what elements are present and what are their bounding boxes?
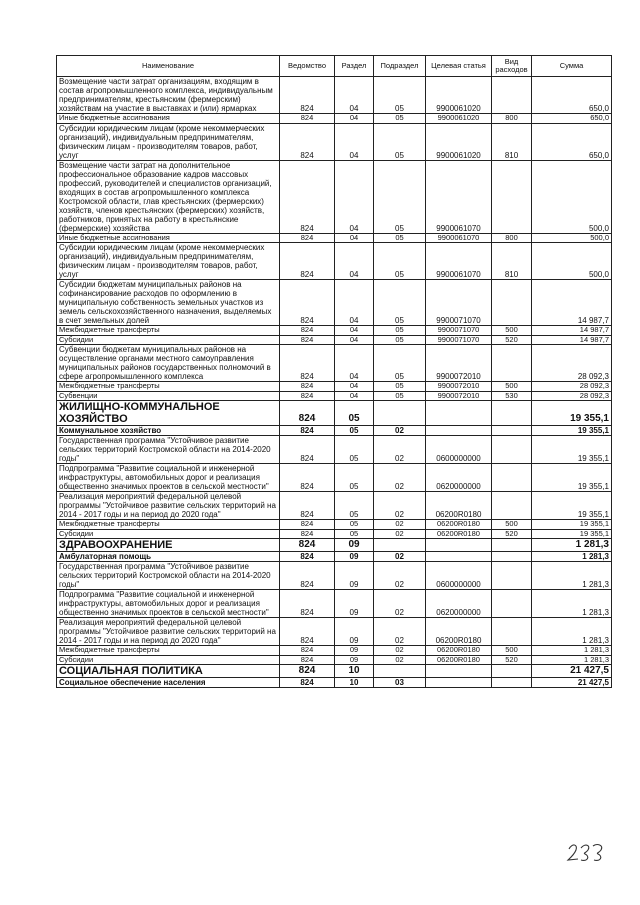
cell-target: 9900071070 bbox=[426, 335, 492, 345]
cell-name: Субсидии bbox=[57, 529, 280, 539]
cell-target: 06200R0180 bbox=[426, 520, 492, 530]
table-row bbox=[57, 646, 612, 656]
cell-name: Подпрограмма "Развитие социальной и инженерной инфраструктуры, автомобильных дорог и реализация общественно значимых проектов в сельской местности" bbox=[57, 590, 280, 618]
cell-subsection: 05 bbox=[374, 326, 426, 336]
cell-sum: 500,0 bbox=[532, 233, 612, 243]
cell-exp-type bbox=[492, 77, 532, 114]
cell-name: ЗДРАВООХРАНЕНИЕ bbox=[57, 539, 280, 552]
cell-name: Субсидии бюджетам муниципальных районов на софинансирование расходов по оформлению в муниципальную собственность земельных участков из земель сельскохозяйственного назначения, выделяемых в счет земельных долей bbox=[57, 280, 280, 326]
cell-target: 0620000000 bbox=[426, 590, 492, 618]
cell-sum: 650,0 bbox=[532, 114, 612, 124]
cell-dept: 824 bbox=[280, 391, 335, 401]
cell-sum: 19 355,1 bbox=[532, 529, 612, 539]
cell-section: 04 bbox=[335, 160, 374, 233]
cell-subsection: 02 bbox=[374, 492, 426, 520]
cell-target bbox=[426, 401, 492, 426]
cell-section: 05 bbox=[335, 426, 374, 436]
cell-name: Субвенции бюджетам муниципальных районов на осуществление органами местного самоуправления муниципальных районов государственных полномочий в сфере агропромышленного комплекса bbox=[57, 345, 280, 382]
cell-sum: 28 092,3 bbox=[532, 391, 612, 401]
cell-subsection: 05 bbox=[374, 123, 426, 160]
cell-sum: 21 427,5 bbox=[532, 678, 612, 688]
cell-section: 05 bbox=[335, 401, 374, 426]
cell-dept: 824 bbox=[280, 464, 335, 492]
cell-section: 04 bbox=[335, 382, 374, 392]
cell-section: 04 bbox=[335, 123, 374, 160]
table-row bbox=[57, 382, 612, 392]
cell-target: 0600000000 bbox=[426, 562, 492, 590]
cell-dept: 824 bbox=[280, 436, 335, 464]
header-section: Раздел bbox=[335, 56, 374, 77]
cell-section: 04 bbox=[335, 77, 374, 114]
cell-dept: 824 bbox=[280, 678, 335, 688]
cell-section: 09 bbox=[335, 618, 374, 646]
cell-exp-type: 800 bbox=[492, 114, 532, 124]
table-row bbox=[57, 280, 612, 326]
cell-dept: 824 bbox=[280, 114, 335, 124]
cell-target: 9900071070 bbox=[426, 326, 492, 336]
cell-subsection: 02 bbox=[374, 426, 426, 436]
cell-name: Субсидии bbox=[57, 335, 280, 345]
cell-subsection: 02 bbox=[374, 520, 426, 530]
cell-exp-type: 500 bbox=[492, 382, 532, 392]
cell-subsection: 05 bbox=[374, 77, 426, 114]
cell-section: 09 bbox=[335, 539, 374, 552]
cell-dept: 824 bbox=[280, 539, 335, 552]
cell-dept: 824 bbox=[280, 562, 335, 590]
cell-dept: 824 bbox=[280, 77, 335, 114]
cell-exp-type: 500 bbox=[492, 520, 532, 530]
cell-dept: 824 bbox=[280, 655, 335, 665]
cell-subsection: 03 bbox=[374, 678, 426, 688]
cell-sum: 14 987,7 bbox=[532, 280, 612, 326]
cell-subsection: 02 bbox=[374, 436, 426, 464]
header-sum: Сумма bbox=[532, 56, 612, 77]
table-row bbox=[57, 123, 612, 160]
cell-exp-type bbox=[492, 464, 532, 492]
table-row bbox=[57, 345, 612, 382]
cell-section: 04 bbox=[335, 345, 374, 382]
cell-sum: 1 281,3 bbox=[532, 618, 612, 646]
cell-target bbox=[426, 678, 492, 688]
cell-exp-type: 500 bbox=[492, 326, 532, 336]
cell-subsection: 05 bbox=[374, 345, 426, 382]
cell-name: Межбюджетные трансферты bbox=[57, 382, 280, 392]
cell-target: 0600000000 bbox=[426, 436, 492, 464]
table-row bbox=[57, 114, 612, 124]
table-row bbox=[57, 492, 612, 520]
table-row bbox=[57, 618, 612, 646]
cell-name: Реализация мероприятий федеральной целевой программы "Устойчивое развитие сельских территорий на 2014 - 2017 годы и на период до 2020 года" bbox=[57, 492, 280, 520]
section-row bbox=[57, 401, 612, 426]
table-row bbox=[57, 233, 612, 243]
cell-dept: 824 bbox=[280, 160, 335, 233]
cell-name: Субсидии юридическим лицам (кроме некоммерческих организаций), индивидуальным предпринимателям, физическим лицам - производителям товаров, работ, услуг bbox=[57, 123, 280, 160]
cell-section: 09 bbox=[335, 590, 374, 618]
cell-sum: 1 281,3 bbox=[532, 646, 612, 656]
section-row bbox=[57, 539, 612, 552]
cell-sum: 1 281,3 bbox=[532, 562, 612, 590]
cell-section: 05 bbox=[335, 464, 374, 492]
cell-name: Возмещение части затрат на дополнительное профессиональное образование кадров массовых профессий, руководителей и специалистов организаций, входящих в состав агропромышленного комплекса Костромской области, глав крестьянских (фермерских) хозяйств, членов крестьянских (фермерских) хозяйств, работников, принятых на работу в крестьянские (фермерские) хозяйства bbox=[57, 160, 280, 233]
cell-dept: 824 bbox=[280, 590, 335, 618]
header-exp-type: Вид расходов bbox=[492, 56, 532, 77]
cell-target: 06200R0180 bbox=[426, 618, 492, 646]
cell-target bbox=[426, 539, 492, 552]
cell-dept: 824 bbox=[280, 335, 335, 345]
cell-section: 09 bbox=[335, 655, 374, 665]
cell-exp-type bbox=[492, 618, 532, 646]
header-dept: Ведомство bbox=[280, 56, 335, 77]
table-body bbox=[57, 77, 612, 688]
cell-dept: 824 bbox=[280, 123, 335, 160]
cell-dept: 824 bbox=[280, 345, 335, 382]
cell-target: 9900072010 bbox=[426, 345, 492, 382]
cell-sum: 19 355,1 bbox=[532, 492, 612, 520]
cell-sum: 500,0 bbox=[532, 243, 612, 280]
cell-name: Субвенции bbox=[57, 391, 280, 401]
cell-subsection: 02 bbox=[374, 464, 426, 492]
cell-section: 10 bbox=[335, 678, 374, 688]
cell-sum: 500,0 bbox=[532, 160, 612, 233]
cell-target: 06200R0180 bbox=[426, 492, 492, 520]
table-row bbox=[57, 520, 612, 530]
cell-dept: 824 bbox=[280, 520, 335, 530]
cell-name: Субсидии юридическим лицам (кроме некоммерческих организаций), индивидуальным предпринимателям, физическим лицам - производителям товаров, работ, услуг bbox=[57, 243, 280, 280]
table-row bbox=[57, 590, 612, 618]
cell-target: 9900071070 bbox=[426, 280, 492, 326]
cell-name: Амбулаторная помощь bbox=[57, 552, 280, 562]
cell-name: Межбюджетные трансферты bbox=[57, 326, 280, 336]
cell-name: Социальное обеспечение населения bbox=[57, 678, 280, 688]
table-row bbox=[57, 552, 612, 562]
cell-section: 04 bbox=[335, 243, 374, 280]
cell-exp-type: 500 bbox=[492, 646, 532, 656]
cell-subsection: 02 bbox=[374, 590, 426, 618]
cell-name: Реализация мероприятий федеральной целевой программы "Устойчивое развитие сельских территорий на 2014 - 2017 годы и на период до 2020 года" bbox=[57, 618, 280, 646]
cell-name: Подпрограмма "Развитие социальной и инженерной инфраструктуры, автомобильных дорог и реализация общественно значимых проектов в сельской местности" bbox=[57, 464, 280, 492]
table-row bbox=[57, 335, 612, 345]
cell-section: 10 bbox=[335, 665, 374, 678]
cell-dept: 824 bbox=[280, 426, 335, 436]
cell-subsection bbox=[374, 665, 426, 678]
cell-target: 9900072010 bbox=[426, 391, 492, 401]
cell-subsection: 05 bbox=[374, 114, 426, 124]
table-row bbox=[57, 391, 612, 401]
cell-dept: 824 bbox=[280, 382, 335, 392]
cell-sum: 28 092,3 bbox=[532, 345, 612, 382]
table-row bbox=[57, 326, 612, 336]
cell-target: 9900072010 bbox=[426, 382, 492, 392]
cell-target: 06200R0180 bbox=[426, 655, 492, 665]
header-subsection: Подраздел bbox=[374, 56, 426, 77]
cell-exp-type bbox=[492, 436, 532, 464]
cell-dept: 824 bbox=[280, 401, 335, 426]
table-row bbox=[57, 77, 612, 114]
cell-sum: 14 987,7 bbox=[532, 326, 612, 336]
cell-name: Коммунальное хозяйство bbox=[57, 426, 280, 436]
cell-exp-type: 520 bbox=[492, 655, 532, 665]
cell-sum: 1 281,3 bbox=[532, 539, 612, 552]
cell-subsection: 02 bbox=[374, 655, 426, 665]
cell-section: 04 bbox=[335, 326, 374, 336]
cell-target: 9900061020 bbox=[426, 123, 492, 160]
table-row bbox=[57, 160, 612, 233]
budget-table bbox=[56, 55, 612, 688]
cell-name: ЖИЛИЩНО-КОММУНАЛЬНОЕ ХОЗЯЙСТВО bbox=[57, 401, 280, 426]
cell-exp-type bbox=[492, 160, 532, 233]
cell-dept: 824 bbox=[280, 529, 335, 539]
cell-subsection: 05 bbox=[374, 391, 426, 401]
cell-target: 9900061070 bbox=[426, 233, 492, 243]
cell-subsection: 05 bbox=[374, 233, 426, 243]
cell-target bbox=[426, 426, 492, 436]
cell-dept: 824 bbox=[280, 646, 335, 656]
cell-subsection: 02 bbox=[374, 618, 426, 646]
cell-dept: 824 bbox=[280, 326, 335, 336]
cell-target: 9900061020 bbox=[426, 114, 492, 124]
cell-sum: 1 281,3 bbox=[532, 552, 612, 562]
cell-exp-type bbox=[492, 562, 532, 590]
cell-name: Межбюджетные трансферты bbox=[57, 646, 280, 656]
cell-exp-type bbox=[492, 426, 532, 436]
cell-subsection: 05 bbox=[374, 382, 426, 392]
cell-target: 9900061070 bbox=[426, 243, 492, 280]
table-row bbox=[57, 562, 612, 590]
cell-target: 06200R0180 bbox=[426, 529, 492, 539]
header-name: Наименование bbox=[57, 56, 280, 77]
table-row bbox=[57, 529, 612, 539]
cell-section: 04 bbox=[335, 233, 374, 243]
cell-sum: 1 281,3 bbox=[532, 655, 612, 665]
cell-sum: 19 355,1 bbox=[532, 464, 612, 492]
cell-target: 06200R0180 bbox=[426, 646, 492, 656]
table-row bbox=[57, 243, 612, 280]
cell-target bbox=[426, 665, 492, 678]
cell-dept: 824 bbox=[280, 618, 335, 646]
cell-subsection: 02 bbox=[374, 552, 426, 562]
cell-section: 05 bbox=[335, 436, 374, 464]
cell-exp-type: 810 bbox=[492, 243, 532, 280]
cell-subsection: 02 bbox=[374, 646, 426, 656]
table-header-row bbox=[57, 56, 612, 77]
cell-section: 05 bbox=[335, 492, 374, 520]
cell-section: 05 bbox=[335, 520, 374, 530]
cell-sum: 21 427,5 bbox=[532, 665, 612, 678]
cell-subsection: 05 bbox=[374, 280, 426, 326]
handwritten-page-number bbox=[566, 840, 606, 864]
cell-dept: 824 bbox=[280, 243, 335, 280]
cell-exp-type bbox=[492, 280, 532, 326]
cell-name: Возмещение части затрат организациям, входящим в состав агропромышленного комплекса, индивидуальным предпринимателям, крестьянским (фермерским) хозяйствам на участие в выставках и (или) ярмарках bbox=[57, 77, 280, 114]
cell-target: 9900061020 bbox=[426, 77, 492, 114]
table-row bbox=[57, 678, 612, 688]
cell-exp-type bbox=[492, 552, 532, 562]
cell-sum: 19 355,1 bbox=[532, 436, 612, 464]
cell-exp-type bbox=[492, 665, 532, 678]
cell-section: 09 bbox=[335, 552, 374, 562]
cell-section: 09 bbox=[335, 562, 374, 590]
cell-name: Субсидии bbox=[57, 655, 280, 665]
cell-exp-type bbox=[492, 539, 532, 552]
cell-sum: 14 987,7 bbox=[532, 335, 612, 345]
cell-name: Иные бюджетные ассигнования bbox=[57, 233, 280, 243]
cell-dept: 824 bbox=[280, 280, 335, 326]
cell-name: Межбюджетные трансферты bbox=[57, 520, 280, 530]
cell-subsection bbox=[374, 539, 426, 552]
cell-exp-type: 810 bbox=[492, 123, 532, 160]
cell-exp-type bbox=[492, 401, 532, 426]
cell-section: 04 bbox=[335, 114, 374, 124]
cell-dept: 824 bbox=[280, 233, 335, 243]
cell-subsection: 02 bbox=[374, 562, 426, 590]
cell-exp-type: 520 bbox=[492, 335, 532, 345]
cell-subsection: 05 bbox=[374, 160, 426, 233]
cell-exp-type: 800 bbox=[492, 233, 532, 243]
cell-sum: 19 355,1 bbox=[532, 401, 612, 426]
cell-dept: 824 bbox=[280, 552, 335, 562]
cell-sum: 28 092,3 bbox=[532, 382, 612, 392]
cell-name: Иные бюджетные ассигнования bbox=[57, 114, 280, 124]
table-row bbox=[57, 426, 612, 436]
cell-name: СОЦИАЛЬНАЯ ПОЛИТИКА bbox=[57, 665, 280, 678]
cell-subsection: 05 bbox=[374, 243, 426, 280]
table-row bbox=[57, 655, 612, 665]
cell-subsection: 02 bbox=[374, 529, 426, 539]
section-row bbox=[57, 665, 612, 678]
cell-subsection bbox=[374, 401, 426, 426]
cell-sum: 650,0 bbox=[532, 77, 612, 114]
cell-sum: 19 355,1 bbox=[532, 520, 612, 530]
cell-sum: 19 355,1 bbox=[532, 426, 612, 436]
cell-section: 05 bbox=[335, 529, 374, 539]
cell-target: 9900061070 bbox=[426, 160, 492, 233]
cell-dept: 824 bbox=[280, 665, 335, 678]
cell-target: 0620000000 bbox=[426, 464, 492, 492]
cell-section: 09 bbox=[335, 646, 374, 656]
cell-exp-type: 530 bbox=[492, 391, 532, 401]
cell-sum: 1 281,3 bbox=[532, 590, 612, 618]
header-target: Целевая статья bbox=[426, 56, 492, 77]
cell-exp-type bbox=[492, 678, 532, 688]
table-row bbox=[57, 436, 612, 464]
cell-dept: 824 bbox=[280, 492, 335, 520]
cell-exp-type bbox=[492, 492, 532, 520]
cell-sum: 650,0 bbox=[532, 123, 612, 160]
cell-target bbox=[426, 552, 492, 562]
cell-exp-type bbox=[492, 590, 532, 618]
cell-name: Государственная программа "Устойчивое развитие сельских территорий Костромской области на 2014-2020 годы" bbox=[57, 436, 280, 464]
cell-subsection: 05 bbox=[374, 335, 426, 345]
cell-exp-type bbox=[492, 345, 532, 382]
cell-section: 04 bbox=[335, 391, 374, 401]
cell-section: 04 bbox=[335, 335, 374, 345]
table-row bbox=[57, 464, 612, 492]
cell-exp-type: 520 bbox=[492, 529, 532, 539]
cell-section: 04 bbox=[335, 280, 374, 326]
cell-name: Государственная программа "Устойчивое развитие сельских территорий Костромской области на 2014-2020 годы" bbox=[57, 562, 280, 590]
